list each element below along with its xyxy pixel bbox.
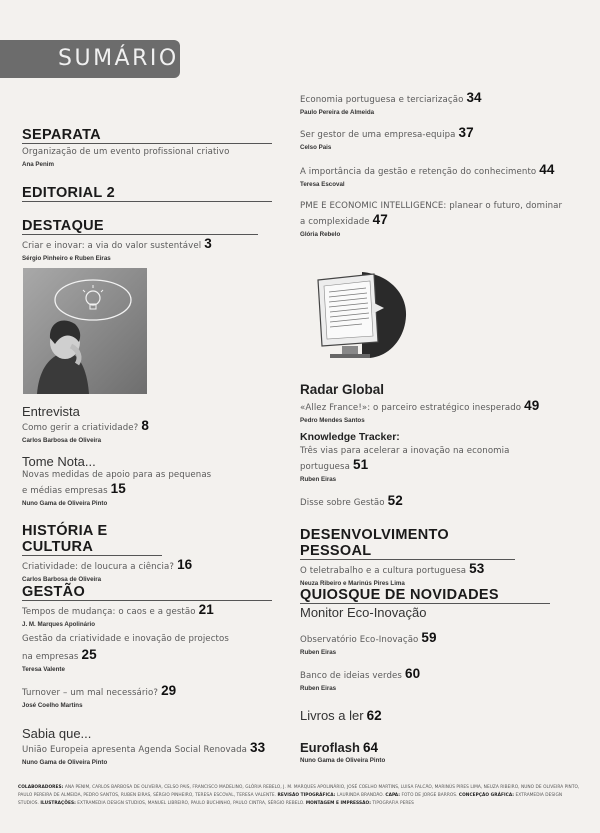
entry-author: J. M. Marques Apolinário [22, 621, 95, 628]
toc-entry-banco-ideias[interactable] [300, 667, 595, 693]
section-heading: Tome Nota... [22, 454, 96, 469]
entry-line [300, 740, 595, 755]
section-heading: Livros a ler [300, 708, 364, 723]
page-number: 60 [404, 666, 421, 681]
credits-text: EXTRAMEDIA DESIGN STUDIOS, MANUEL LIBREIRO, PAULO BUCHINHO, PAULO CINTRA, SÉRGIO REBELO. [77, 801, 305, 806]
section-heading: Sabia que... [22, 726, 92, 741]
entry-description: Organização de um evento profissional criativo [22, 147, 230, 157]
entry-description: PME E ECONOMIC INTELLIGENCE: planear o futuro, dominar [300, 201, 563, 211]
title-banner [0, 40, 180, 78]
page-number: 3 [204, 236, 212, 251]
entry-description: «Allez France!»: o parceiro estratégico inesperado [300, 403, 522, 413]
credits-text: FOTO DE JORGE BARROS. [401, 793, 458, 798]
entry-author: Teresa Escoval [300, 181, 345, 188]
toc-entry-radar[interactable] [300, 382, 595, 425]
page-number: 15 [110, 481, 126, 496]
entry-author: Glória Rebelo [300, 231, 341, 238]
section-heading: EDITORIAL 2 [22, 185, 272, 202]
toc-entry-historia[interactable] [22, 523, 277, 584]
entry-line [300, 494, 595, 510]
entry-author: Celso Pais [300, 144, 332, 151]
entry-description: Criar e inovar: a via do valor sustentável [22, 241, 202, 251]
page-number: 21 [198, 602, 214, 617]
page-number: 33 [250, 740, 266, 755]
entry-line [300, 163, 595, 179]
credits-label: CONCEPÇÃO GRÁFICA: [458, 793, 515, 798]
credits-text: LAURINDA BRANDÃO. [336, 793, 384, 798]
entry-description: Tempos de mudança: o caos e a gestão [22, 607, 196, 617]
entry-line [300, 667, 595, 683]
entry-author: Nuno Gama de Oliveira Pinto [22, 500, 108, 507]
toc-entry-gestor[interactable] [300, 126, 595, 152]
toc-entry-importancia[interactable] [300, 163, 595, 189]
entry-description: A importância da gestão e retenção do conhecimento [300, 167, 537, 177]
toc-entry-observatorio[interactable] [300, 631, 595, 657]
toc-entry-euroflash[interactable] [300, 740, 595, 765]
entry-line [300, 126, 595, 142]
toc-entry-gestao-2[interactable] [22, 633, 277, 674]
entry-author: Ruben Eiras [300, 476, 337, 483]
entry-description: Como gerir a criatividade? [22, 423, 139, 433]
section-heading: QUIOSQUE DE NOVIDADES [300, 587, 550, 604]
toc-entry-editorial[interactable] [22, 185, 277, 202]
toc-entry-desenvolvimento[interactable] [300, 527, 595, 588]
toc-entry-gestao-3[interactable] [22, 684, 277, 710]
page-number: 53 [469, 561, 485, 576]
entry-author: Carlos Barbosa de Oliveira [22, 576, 102, 583]
toc-entry-disse[interactable] [300, 494, 595, 510]
credits-label: REVISÃO TIPOGRÁFICA: [277, 793, 336, 798]
credits-footer [18, 784, 584, 808]
credits-label: MONTAGEM E IMPRESSÃO: [305, 801, 371, 806]
thinking-woman-photo [23, 268, 147, 394]
credits-label: COLABORADORES: [18, 785, 64, 790]
entry-author: Paulo Pereira de Almeida [300, 109, 375, 116]
entry-author: Ana Penim [22, 161, 54, 168]
entry-description: Ser gestor de uma empresa-equipa [300, 130, 456, 140]
entry-line [300, 562, 595, 578]
computer-monitor-icon [312, 272, 407, 360]
page-number: 34 [466, 90, 482, 105]
entry-line [300, 399, 595, 415]
entry-description: Observatório Eco-Inovação [300, 635, 419, 645]
entry-description: Três vias para acelerar a inovação na economia [300, 446, 510, 456]
section-heading: Knowledge Tracker: [300, 431, 400, 443]
subsection-heading: Monitor Eco-Inovação [300, 605, 427, 620]
entry-line [300, 213, 595, 229]
toc-entry-livros[interactable] [300, 708, 595, 723]
page-number: 44 [539, 162, 555, 177]
section-heading: GESTÃO [22, 584, 272, 601]
entry-description: Criatividade: de loucura a ciência? [22, 562, 175, 572]
page-number: 25 [81, 647, 97, 662]
entry-author: José Coelho Martins [22, 702, 83, 709]
entry-line [22, 684, 277, 700]
toc-entry-knowledge[interactable] [300, 430, 595, 484]
photo-illustration [23, 268, 147, 394]
toc-entry-tome-nota[interactable] [22, 454, 277, 508]
entry-author: Ruben Eiras [300, 685, 337, 692]
toc-entry-economia[interactable] [300, 91, 595, 117]
entry-line [300, 91, 595, 107]
entry-description: Gestão da criatividade e inovação de projectos [22, 634, 229, 644]
entry-description: Turnover – um mal necessário? [22, 688, 159, 698]
entry-author: Nuno Gama de Oliveira Pinto [300, 757, 386, 764]
toc-section-quiosque [300, 587, 595, 620]
entry-description: Disse sobre Gestão [300, 498, 385, 508]
entry-line [22, 741, 277, 757]
entry-line [300, 458, 595, 474]
page-number: 29 [161, 683, 177, 698]
toc-entry-pme[interactable] [300, 200, 595, 239]
entry-description: e médias empresas [22, 486, 108, 496]
credits-text: EXTRAMEDIA DESIGN STUDIOS. [18, 793, 563, 806]
section-heading: Euroflash [300, 740, 360, 755]
page-number: 64 [362, 740, 378, 755]
credits-label: CAPA: [385, 793, 401, 798]
entry-line [22, 419, 277, 435]
entry-line [22, 603, 277, 619]
section-heading: DESENVOLVIMENTO PESSOAL [300, 527, 515, 560]
page-number: 47 [372, 212, 388, 227]
toc-entry-entrevista[interactable] [22, 404, 277, 445]
entry-description: Novas medidas de apoio para as pequenas [22, 470, 212, 480]
entry-author: Nuno Gama de Oliveira Pinto [22, 759, 108, 766]
toc-entry-separata[interactable] [22, 127, 277, 169]
page-number: 37 [458, 125, 474, 140]
page-number: 51 [353, 457, 369, 472]
page-title: SUMÁRIO [58, 46, 179, 71]
toc-entry-gestao-1[interactable] [22, 603, 277, 629]
entry-line [22, 237, 277, 253]
credits-text: TIPOGRAFIA PERES [372, 801, 414, 806]
entry-author: Neuza Ribeiro e Marinús Pires Lima [300, 580, 405, 587]
toc-entry-destaque[interactable] [22, 218, 277, 263]
page-number: 8 [141, 418, 149, 433]
entry-description: a complexidade [300, 217, 370, 227]
toc-entry-sabia[interactable] [22, 726, 277, 767]
entry-author: Ruben Eiras [300, 649, 337, 656]
computer-illustration [312, 272, 407, 360]
section-heading: SEPARATA [22, 127, 272, 144]
section-heading: Radar Global [300, 382, 385, 397]
entry-description: Economia portuguesa e terciarização [300, 95, 464, 105]
section-heading: DESTAQUE [22, 218, 258, 235]
section-heading: HISTÓRIA E CULTURA [22, 523, 162, 556]
page-number: 49 [524, 398, 540, 413]
credits-text: ANA PENIM, CARLOS BARBOSA DE OLIVEIRA, CELSO PAIS, FRANCISCO MADELINO, GLÓRIA REBELO, J. M. MARQUES APOLINÁRIO, JOSÉ COELHO MARTINS, LUISA FALCÃO, MARINÚS PIRES LIMA, NEUZA RIBEIRO, NUNO DE OLIVEIRA PINTO, PAULO PEREIRA DE ALMEIDA, PEDRO SANTOS, RUBEN EIRAS, SÉRGIO PINHEIRO, TERESA ESCOVAL, TERESA VALENTE. [18, 785, 580, 798]
page-number: 62 [366, 708, 382, 723]
entry-line [300, 708, 595, 723]
entry-description: na empresas [22, 652, 79, 662]
toc-section-gestao [22, 584, 277, 629]
entry-author: Carlos Barbosa de Oliveira [22, 437, 102, 444]
page-number: 16 [177, 557, 193, 572]
section-heading: Entrevista [22, 404, 80, 419]
entry-line [22, 482, 277, 498]
entry-description: portuguesa [300, 462, 350, 472]
page-number: 52 [387, 493, 403, 508]
entry-line [22, 648, 277, 664]
entry-line [22, 558, 277, 574]
entry-author: Teresa Valente [22, 666, 65, 673]
entry-description: União Europeia apresenta Agenda Social Renovada [22, 745, 247, 755]
page-number: 59 [421, 630, 437, 645]
credits-label: ILUSTRAÇÕES: [40, 801, 76, 806]
entry-author: Pedro Mendes Santos [300, 417, 365, 424]
entry-line [300, 631, 595, 647]
entry-description: O teletrabalho e a cultura portuguesa [300, 566, 467, 576]
entry-author: Sérgio Pinheiro e Ruben Eiras [22, 255, 111, 262]
entry-description: Banco de ideias verdes [300, 671, 402, 681]
